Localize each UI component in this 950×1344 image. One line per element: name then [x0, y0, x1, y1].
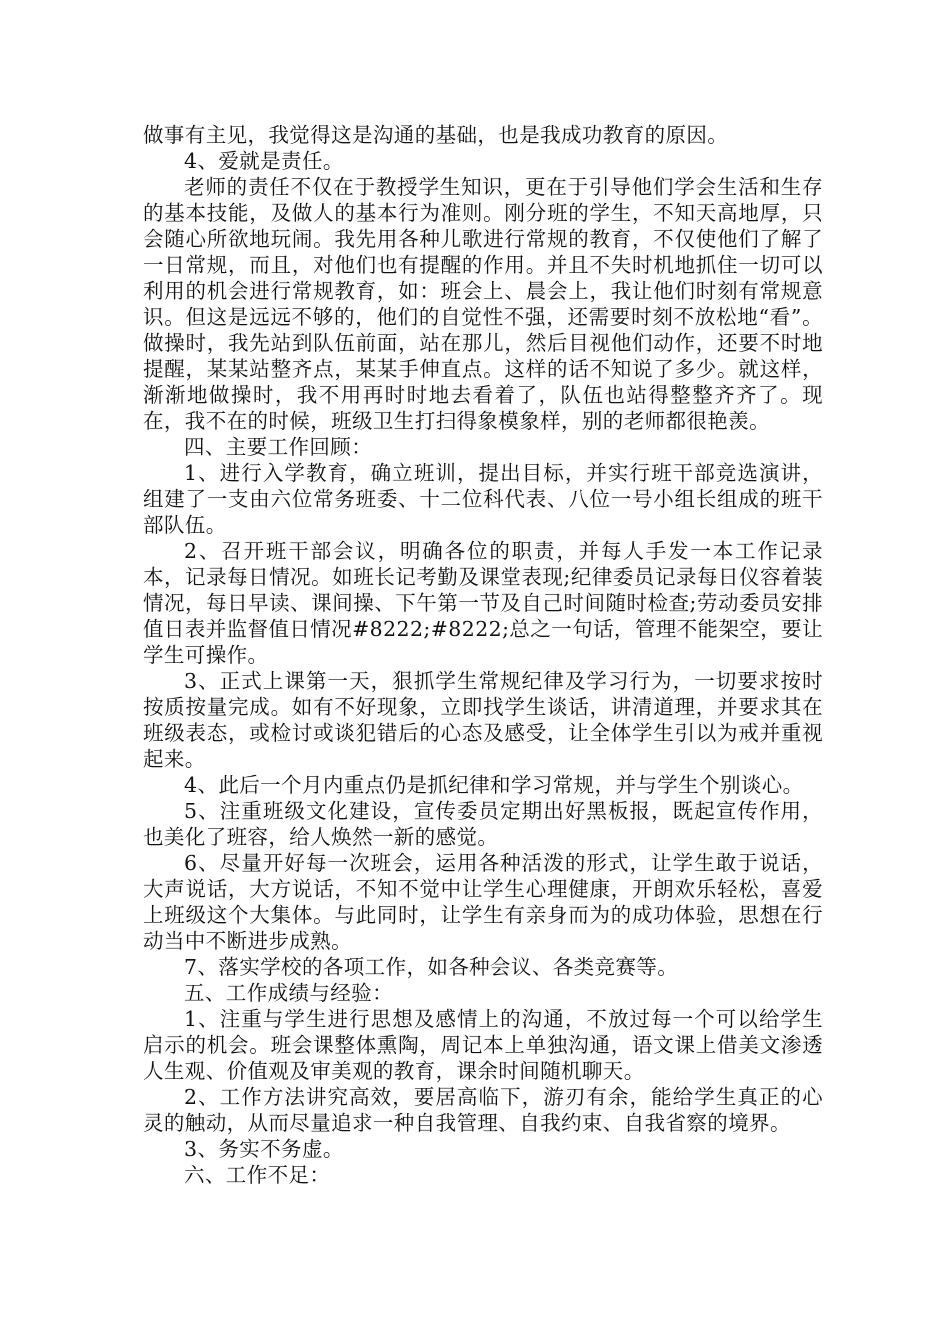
paragraph-review-item-3: 3、正式上课第一天，狠抓学生常规纪律及学习行为，一切要求按时按质按量完成。如有不好现象，立即找学生谈话，讲清道理，并要求其在班级表态，或检讨或谈犯错后的心态及感受，让全体学生引以为戒并重视起来。 [143, 669, 823, 771]
paragraph-review-item-2: 2、召开班干部会议，明确各位的职责，并每人手发一本工作记录本，记录每日情况。如班长记考勤及课堂表现;纪律委员记录每日仪容着装情况，每日早读、课间操、下午第一节及自己时间随时检查;劳动委员安排值日表并监督值日情况#8222;#8222;总之一句话，管理不能架空，要让学生可操作。 [143, 539, 823, 667]
paragraph-continuation: 做事有主见，我觉得这是沟通的基础，也是我成功教育的原因。 [143, 123, 729, 147]
paragraph-review-item-1: 1、进行入学教育，确立班训，提出目标，并实行班干部竞选演讲，组建了一支由六位常务班委、十二位科代表、八位一号小组长组成的班干部队伍。 [143, 461, 823, 537]
paragraph-review-item-5: 5、注重班级文化建设，宣传委员定期出好黑板报，既起宣传作用，也美化了班容，给人焕然一新的感觉。 [143, 799, 823, 849]
paragraph-item-love-responsibility: 4、爱就是责任。 [184, 149, 344, 173]
section-heading-work-review: 四、主要工作回顾： [184, 435, 373, 459]
document-body [143, 122, 823, 1188]
paragraph-review-item-7: 7、落实学校的各项工作，如各种会议、各类竞赛等。 [184, 955, 679, 979]
paragraph-results-item-2: 2、工作方法讲究高效，要居高临下，游刃有余，能给学生真正的心灵的触动，从而尽量追求一种自我管理、自我约束、自我省察的境界。 [143, 1085, 823, 1135]
paragraph-results-item-1: 1、注重与学生进行思想及感情上的沟通，不放过每一个可以给学生启示的机会。班会课整体熏陶，周记本上单独沟通，语文课上借美文渗透人生观、价值观及审美观的教育，课余时间随机聊天。 [143, 1007, 823, 1083]
paragraph-results-item-3: 3、务实不务虚。 [184, 1137, 344, 1161]
paragraph-review-item-4: 4、此后一个月内重点仍是抓纪律和学习常规，并与学生个别谈心。 [184, 773, 804, 797]
section-heading-results: 五、工作成绩与经验： [184, 981, 393, 1005]
paragraph-teacher-responsibility: 老师的责任不仅在于教授学生知识，更在于引导他们学会生活和生存的基本技能，及做人的基本行为准则。刚分班的学生，不知天高地厚，只会随心所欲地玩闹。我先用各种儿歌进行常规的教育，不仅使他们了解了一日常规，而且，对他们也有提醒的作用。并且不失时机地抓住一切可以利用的机会进行常规教育，如：班会上、晨会上，我让他们时刻有常规意识。但这是远远不够的，他们的自觉性不强，还需要时刻不放松地“看”。做操时，我先站到队伍前面，站在那儿，然后目视他们动作，还要不时地提醒，某某站整齐点，某某手伸直点。这样的话不知说了多少。就这样，渐渐地做操时，我不用再时时地去看着了，队伍也站得整整齐齐了。现在，我不在的时候，班级卫生打扫得象模象样，别的老师都很艳羡。 [143, 175, 823, 433]
paragraph-review-item-6: 6、尽量开好每一次班会，运用各种活泼的形式，让学生敢于说话，大声说话，大方说话，不知不觉中让学生心理健康，开朗欢乐轻松，喜爱上班级这个大集体。与此同时，让学生有亲身而为的成功体验，思想在行动当中不断进步成熟。 [143, 851, 823, 953]
section-heading-shortcomings: 六、工作不足： [184, 1163, 331, 1187]
